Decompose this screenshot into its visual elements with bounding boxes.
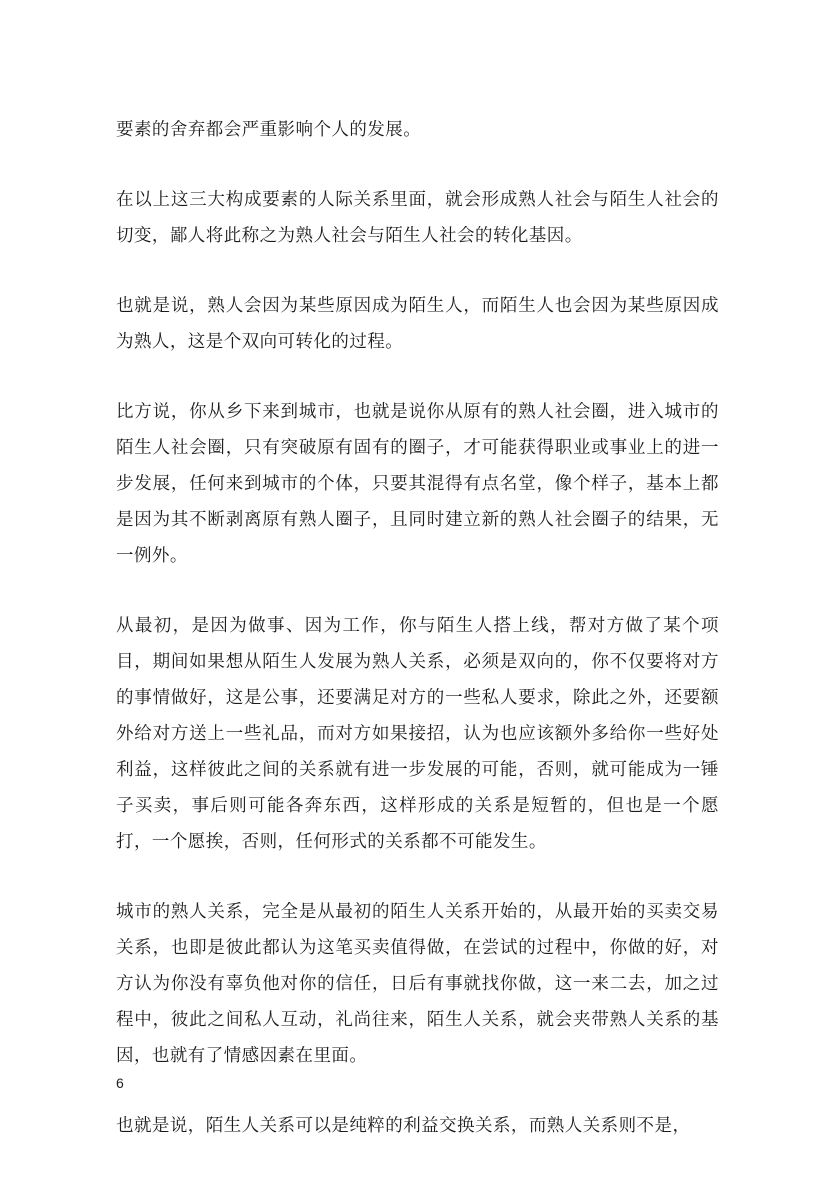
paragraph-4: 比方说，你从乡下来到城市，也就是说你从原有的熟人社会圈，进入城市的陌生人社会圈，只有突破原有固有的圈子，才可能获得职业或事业上的进一步发展，任何来到城市的个体，只要其混得有点名堂，像个样子，基本上都是因为其不断剥离原有熟人圈子，且同时建立新的熟人社会圈子的结果，无一例外。 [116,402,719,566]
paragraph-7: 也就是说，陌生人关系可以是纯粹的利益交换关系，而熟人关系则不是， [116,1116,691,1136]
paragraph-1: 要素的舍弃都会严重影响个人的发展。 [116,120,422,140]
page-number: 6 [116,1075,124,1091]
paragraph-3: 也就是说，熟人会因为某些原因成为陌生人，而陌生人也会因为某些原因成为熟人，这是个双向可转化的过程。 [116,296,719,352]
paragraph-5: 从最初，是因为做事、因为工作，你与陌生人搭上线，帮对方做了某个项目，期间如果想从陌生人发展为熟人关系，必须是双向的，你不仅要将对方的事情做好，这是公事，还要满足对方的一些私人要求，除此之外，还要额外给对方送上一些礼品，而对方如果接招，认为也应该额外多给你一些好处利益，这样彼此之间的关系就有进一步发展的可能，否则，就可能成为一锤子买卖，事后则可能各奔东西，这样形成的关系是短暂的，但也是一个愿打，一个愿挨，否则，任何形式的关系都不可能发生。 [116,616,719,852]
paragraph-2: 在以上这三大构成要素的人际关系里面，就会形成熟人社会与陌生人社会的切变，鄙人将此称之为熟人社会与陌生人社会的转化基因。 [116,190,719,246]
page-body [116,112,719,1178]
paragraph-6: 城市的熟人关系，完全是从最初的陌生人关系开始的，从最开始的买卖交易关系，也即是彼此都认为这笔买卖值得做，在尝试的过程中，你做的好，对方认为你没有辜负他对你的信任，日后有事就找你做，这一来二去，加之过程中，彼此之间私人互动，礼尚往来，陌生人关系，就会夹带熟人关系的基因，也就有了情感因素在里面。 [116,902,719,1066]
